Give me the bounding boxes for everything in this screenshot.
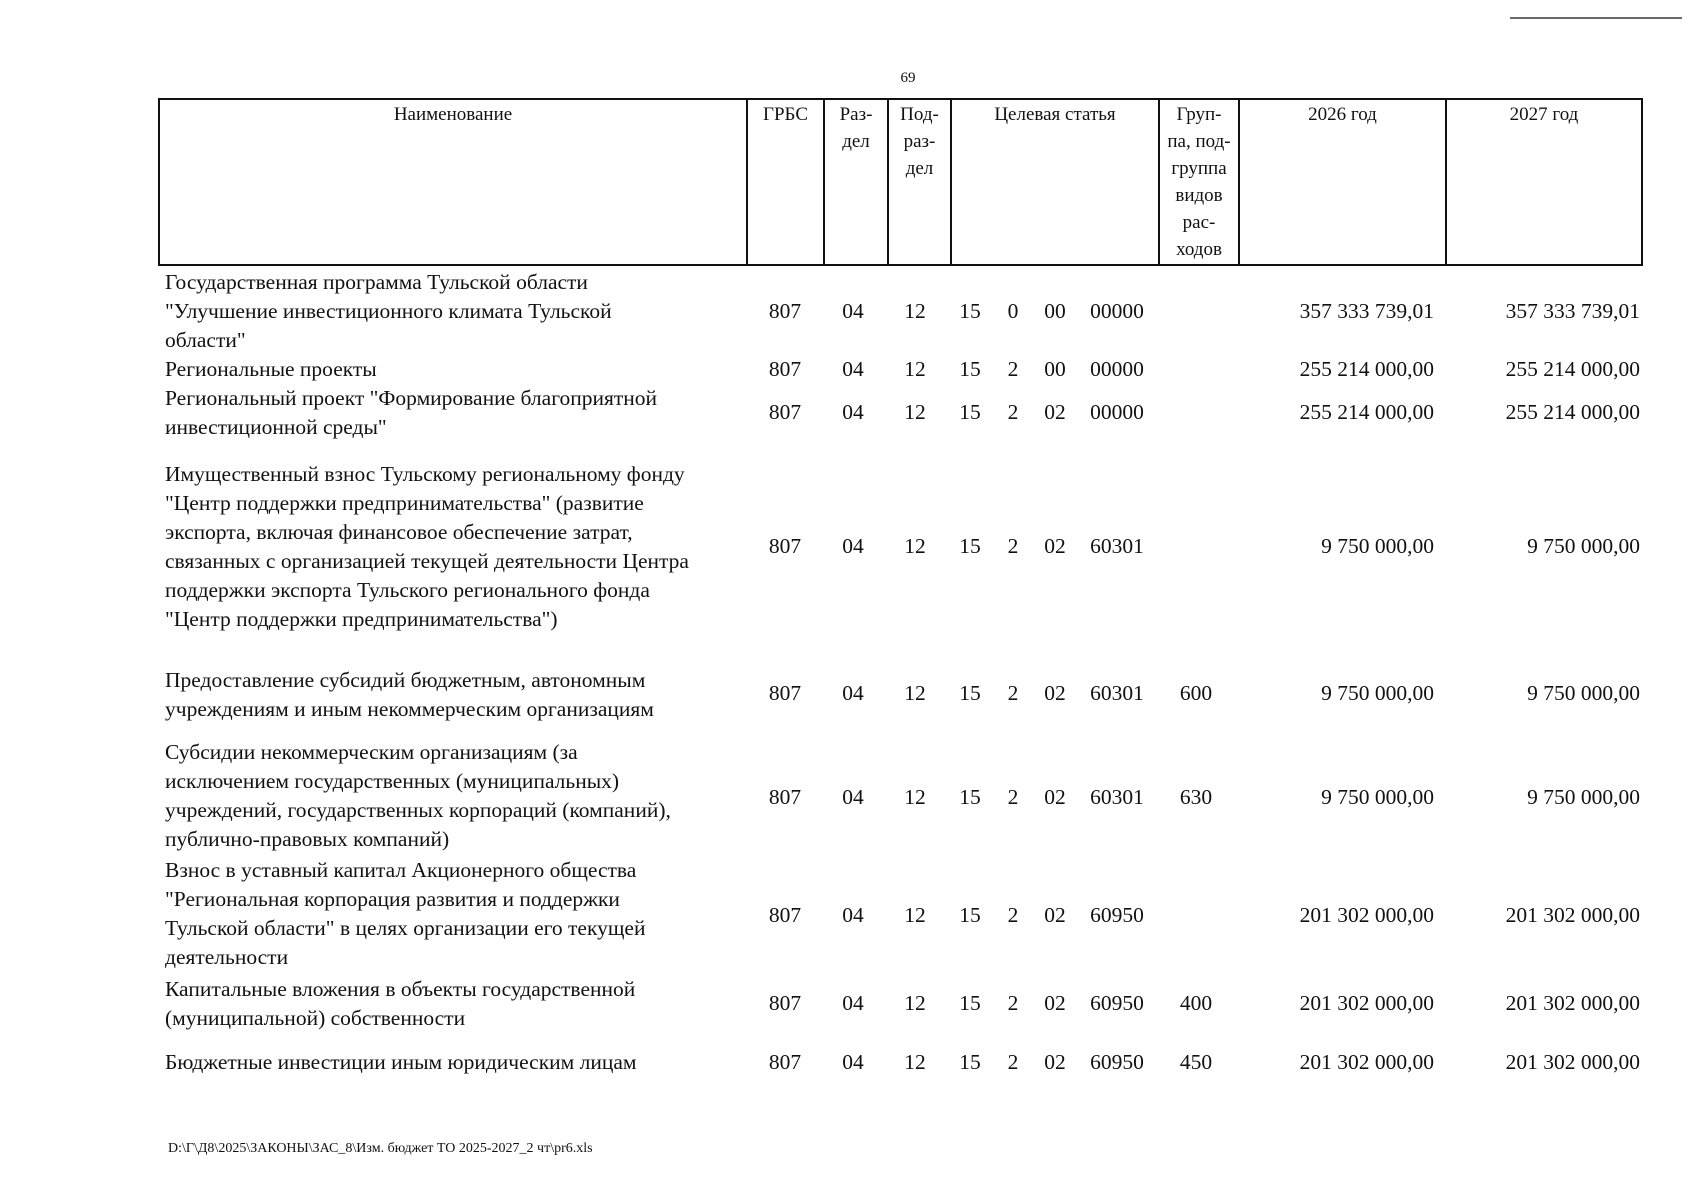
cell-cs-type: 2: [1007, 1050, 1019, 1074]
cell-cs-type: 2: [1007, 534, 1019, 558]
cell-podrazdel: 12: [904, 681, 926, 705]
cell-cs-element: 02: [1044, 400, 1066, 424]
row-name-line: "Региональная корпорация развития и поддержки: [165, 887, 620, 911]
cell-grbs: 807: [768, 534, 802, 558]
cell-group: 600: [1179, 681, 1213, 705]
cell-grbs: 807: [768, 299, 802, 323]
cell-cs-element: 00: [1044, 299, 1066, 323]
cell-razdel: 04: [842, 357, 864, 381]
row-name: [165, 666, 745, 724]
header-naim-label: Наименование: [393, 104, 513, 125]
header-gruppa-line: Груп-: [1176, 104, 1222, 125]
row-name-line: инвестиционной среды": [165, 415, 387, 439]
row-name-line: Субсидии некоммерческим организациям (за: [165, 740, 578, 764]
cell-razdel: 04: [842, 785, 864, 809]
cell-cs-direction: 60301: [1090, 534, 1144, 558]
cell-cs-direction: 00000: [1090, 400, 1144, 424]
cell-cs-type: 0: [1007, 299, 1019, 323]
cell-razdel: 04: [842, 299, 864, 323]
row-name-line: Взнос в уставный капитал Акционерного общества: [165, 858, 637, 882]
footer-file-path: D:\Г\Д8\2025\ЗАКОНЫ\ЗАС_8\Изм. бюджет ТО 2025-2027_2 чт\pr6.xls: [168, 1141, 593, 1156]
row-name-line: поддержки экспорта Тульского регионального фонда: [165, 578, 650, 602]
cell-cs-direction: 00000: [1090, 299, 1144, 323]
header-gruppa-line: ходов: [1176, 239, 1222, 260]
cell-2027: 255 214 000,00: [1505, 357, 1640, 381]
row-name-line: Региональный проект "Формирование благоприятной: [165, 386, 658, 410]
cell-2026: 201 302 000,00: [1299, 903, 1434, 927]
row-name-line: Капитальные вложения в объекты государственной: [165, 977, 636, 1001]
cell-cs-direction: 00000: [1090, 357, 1144, 381]
row-name-line: области": [165, 328, 246, 352]
cell-podrazdel: 12: [904, 357, 926, 381]
cell-cs-direction: 60301: [1090, 785, 1144, 809]
row-name: [165, 975, 745, 1033]
header-gruppa-line: видов: [1175, 185, 1223, 206]
header-celevaya-label: Целевая статья: [994, 104, 1116, 125]
cell-cs-program: 15: [959, 681, 981, 705]
header-grbs-label: ГРБС: [762, 104, 808, 125]
cell-cs-program: 15: [959, 357, 981, 381]
row-name-line: учреждений, государственных корпораций (компаний),: [165, 798, 671, 822]
cell-cs-program: 15: [959, 400, 981, 424]
cell-2026: 9 750 000,00: [1321, 534, 1434, 558]
row-name-line: Имущественный взнос Тульскому региональному фонду: [165, 462, 685, 486]
cell-razdel: 04: [842, 400, 864, 424]
cell-cs-type: 2: [1007, 785, 1019, 809]
cell-cs-program: 15: [959, 903, 981, 927]
cell-2027: 201 302 000,00: [1505, 991, 1640, 1015]
row-name: [165, 460, 745, 634]
row-name-line: Тульской области" в целях организации его текущей: [165, 916, 646, 940]
cell-2026: 255 214 000,00: [1299, 400, 1434, 424]
cell-cs-element: 00: [1044, 357, 1066, 381]
cell-group: 400: [1179, 991, 1213, 1015]
header-gruppa-line: группа: [1171, 158, 1227, 179]
cell-group: 630: [1179, 785, 1213, 809]
cell-cs-element: 02: [1044, 681, 1066, 705]
header-podrazdel-line: раз-: [903, 131, 936, 152]
cell-cs-element: 02: [1044, 991, 1066, 1015]
cell-cs-element: 02: [1044, 785, 1066, 809]
cell-cs-type: 2: [1007, 903, 1019, 927]
row-name-line: Региональные проекты: [165, 357, 377, 381]
row-name: [165, 355, 745, 384]
row-name-line: публично-правовых компаний): [165, 827, 450, 851]
cell-cs-program: 15: [959, 991, 981, 1015]
row-name-line: "Центр поддержки предпринимательства"): [165, 607, 558, 631]
row-name: [165, 384, 745, 442]
row-name-line: связанных с организацией текущей деятельности Центра: [165, 549, 689, 573]
header-gruppa-line: рас-: [1182, 212, 1216, 233]
cell-cs-type: 2: [1007, 681, 1019, 705]
cell-cs-direction: 60301: [1090, 681, 1144, 705]
cell-podrazdel: 12: [904, 903, 926, 927]
cell-grbs: 807: [768, 400, 802, 424]
header-podrazdel-line: дел: [905, 158, 934, 179]
header-razdel-line: Раз-: [839, 104, 873, 125]
row-name-line: деятельности: [165, 945, 289, 969]
cell-grbs: 807: [768, 991, 802, 1015]
row-name: [165, 1048, 745, 1077]
cell-cs-direction: 60950: [1090, 903, 1144, 927]
cell-2027: 9 750 000,00: [1527, 785, 1640, 809]
header-gruppa-line: па, под-: [1167, 131, 1231, 152]
cell-cs-element: 02: [1044, 903, 1066, 927]
row-name: [165, 738, 745, 854]
header-razdel-line: дел: [842, 131, 870, 152]
header-2027-label: 2027 год: [1509, 104, 1579, 125]
row-name-line: Бюджетные инвестиции иным юридическим лицам: [165, 1050, 637, 1074]
cell-cs-element: 02: [1044, 1050, 1066, 1074]
header-podrazdel-line: Под-: [900, 104, 939, 125]
cell-2027: 201 302 000,00: [1505, 903, 1640, 927]
cell-podrazdel: 12: [904, 400, 926, 424]
page-number: 69: [900, 70, 916, 86]
cell-razdel: 04: [842, 903, 864, 927]
row-name: [165, 268, 745, 355]
cell-2026: 201 302 000,00: [1299, 1050, 1434, 1074]
cell-cs-element: 02: [1044, 534, 1066, 558]
cell-podrazdel: 12: [904, 534, 926, 558]
cell-podrazdel: 12: [904, 785, 926, 809]
row-name-line: Государственная программа Тульской области: [165, 270, 588, 294]
row-name-line: (муниципальной) собственности: [165, 1006, 466, 1030]
cell-cs-program: 15: [959, 785, 981, 809]
cell-grbs: 807: [768, 903, 802, 927]
row-name-line: учреждениям и иным некоммерческим организациям: [165, 697, 654, 721]
cell-group: 450: [1179, 1050, 1213, 1074]
cell-podrazdel: 12: [904, 299, 926, 323]
cell-cs-direction: 60950: [1090, 1050, 1144, 1074]
row-name-line: исключением государственных (муниципальных): [165, 769, 620, 793]
cell-podrazdel: 12: [904, 991, 926, 1015]
cell-2027: 9 750 000,00: [1527, 681, 1640, 705]
cell-cs-type: 2: [1007, 400, 1019, 424]
row-name-line: "Улучшение инвестиционного климата Тульской: [165, 299, 612, 323]
header-2026-label: 2026 год: [1308, 104, 1377, 125]
cell-2026: 357 333 739,01: [1299, 299, 1434, 323]
row-name-line: экспорта, включая финансовое обеспечение затрат,: [165, 520, 633, 544]
cell-cs-type: 2: [1007, 357, 1019, 381]
cell-cs-program: 15: [959, 1050, 981, 1074]
cell-razdel: 04: [842, 1050, 864, 1074]
cell-grbs: 807: [768, 1050, 802, 1074]
cell-grbs: 807: [768, 681, 802, 705]
cell-razdel: 04: [842, 681, 864, 705]
row-name: [165, 856, 745, 972]
cell-razdel: 04: [842, 991, 864, 1015]
cell-2026: 255 214 000,00: [1299, 357, 1434, 381]
cell-2026: 201 302 000,00: [1299, 991, 1434, 1015]
cell-2026: 9 750 000,00: [1321, 785, 1434, 809]
cell-2027: 255 214 000,00: [1505, 400, 1640, 424]
cell-2026: 9 750 000,00: [1321, 681, 1434, 705]
row-name-line: "Центр поддержки предпринимательства" (развитие: [165, 491, 644, 515]
cell-2027: 357 333 739,01: [1505, 299, 1640, 323]
cell-cs-direction: 60950: [1090, 991, 1144, 1015]
cell-2027: 9 750 000,00: [1527, 534, 1640, 558]
cell-cs-program: 15: [959, 534, 981, 558]
cell-cs-program: 15: [959, 299, 981, 323]
row-name-line: Предоставление субсидий бюджетным, автономным: [165, 668, 646, 692]
cell-cs-type: 2: [1007, 991, 1019, 1015]
cell-podrazdel: 12: [904, 1050, 926, 1074]
cell-grbs: 807: [768, 357, 802, 381]
cell-2027: 201 302 000,00: [1505, 1050, 1640, 1074]
cell-grbs: 807: [768, 785, 802, 809]
cell-razdel: 04: [842, 534, 864, 558]
